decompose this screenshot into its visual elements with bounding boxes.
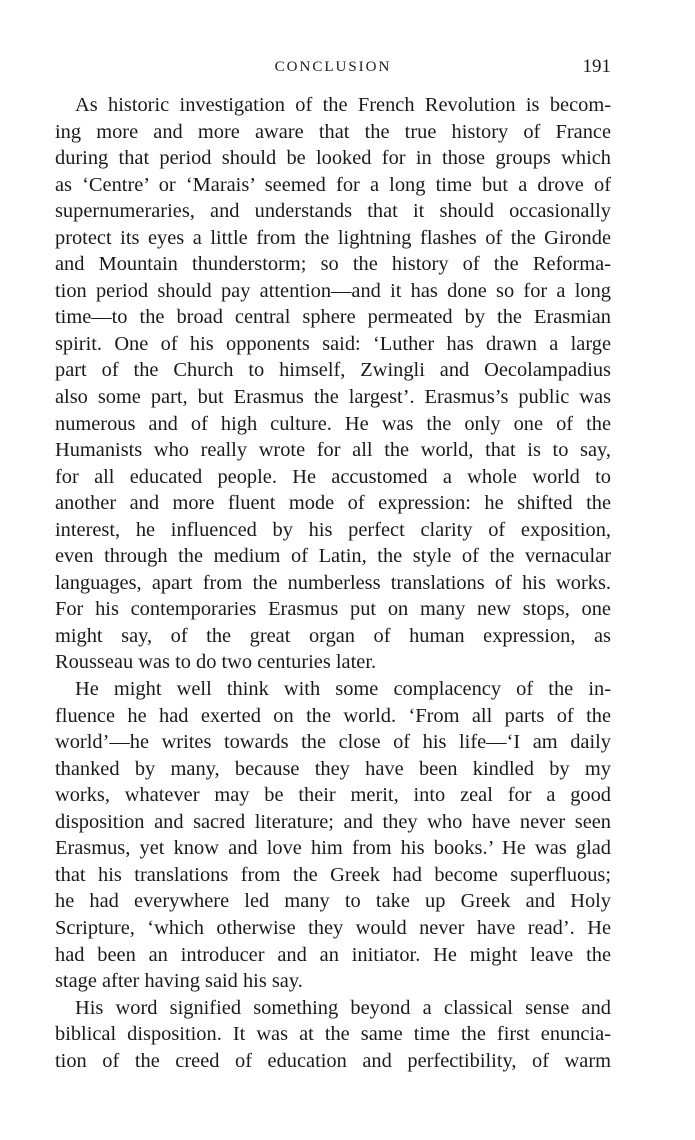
text-line: as ‘Centre’ or ‘Marais’ seemed for a long time but a drove of	[55, 173, 611, 196]
text-line: supernumeraries, and understands that it should occasionally	[55, 200, 611, 223]
text-line: As historic investigation of the French Revolution is becom-	[75, 94, 611, 116]
text-line: thanked by many, because they have been kindled by my	[55, 757, 611, 780]
text-line: interest, he influenced by his perfect clarity of exposition,	[55, 518, 611, 541]
text-line: His word signified something beyond a classical sense and	[75, 996, 611, 1019]
text-line: he had everywhere led many to take up Greek and Holy	[55, 890, 611, 913]
body-text	[55, 92, 611, 1074]
text-line: biblical disposition. It was at the same time the first enuncia-	[55, 1023, 611, 1046]
text-line: fluence he had exerted on the world. ‘From all parts of the	[55, 704, 611, 727]
text-line: also some part, but Erasmus the largest’. Erasmus’s public was	[55, 386, 611, 409]
text-line: disposition and sacred literature; and they who have never seen	[55, 810, 611, 833]
text-line: during that period should be looked for in those groups which	[55, 147, 611, 170]
text-line: Humanists who really wrote for all the world, that is to say,	[55, 439, 611, 462]
text-line: Scripture, ‘which otherwise they would never have read’. He	[55, 916, 611, 939]
text-line: part of the Church to himself, Zwingli and Oecolampadius	[55, 359, 611, 382]
text-line: works, whatever may be their merit, into zeal for a good	[55, 784, 611, 807]
text-line: Rousseau was to do two centuries later.	[55, 651, 377, 674]
text-line: for all educated people. He accustomed a whole world to	[55, 465, 611, 488]
text-line: might say, of the great organ of human expression, as	[55, 624, 611, 647]
text-line: that his translations from the Greek had become superfluous;	[55, 863, 611, 886]
text-line: languages, apart from the numberless translations of his works.	[55, 571, 611, 594]
text-line: He might well think with some complacency of the in-	[75, 678, 611, 701]
text-line: tion of the creed of education and perfectibility, of warm	[55, 1049, 611, 1072]
text-line: even through the medium of Latin, the style of the vernacular	[55, 545, 611, 568]
text-line: tion period should pay attention—and it has done so for a long	[55, 279, 611, 302]
page-number: 191	[582, 56, 611, 77]
text-line: stage after having said his say.	[55, 970, 303, 993]
text-line: spirit. One of his opponents said: ‘Luther has drawn a large	[55, 332, 611, 355]
text-line: time—to the broad central sphere permeated by the Erasmian	[55, 306, 611, 329]
text-line: another and more fluent mode of expression: he shifted the	[55, 492, 611, 515]
text-line: numerous and of high culture. He was the only one of the	[55, 412, 611, 435]
text-line: For his contemporaries Erasmus put on many new stops, one	[55, 598, 611, 621]
text-line: and Mountain thunderstorm; so the history of the Reforma-	[55, 253, 611, 276]
running-head	[55, 55, 611, 79]
text-line: world’—he writes towards the close of his life—‘I am daily	[55, 731, 611, 754]
text-line: Erasmus, yet know and love him from his books.’ He was glad	[55, 837, 611, 860]
text-line: protect its eyes a little from the lightning flashes of the Gironde	[55, 226, 611, 249]
text-line: had been an introducer and an initiator. He might leave the	[55, 943, 611, 966]
running-title: CONCLUSION	[274, 59, 392, 75]
text-line: ing more and more aware that the true history of France	[55, 120, 611, 143]
